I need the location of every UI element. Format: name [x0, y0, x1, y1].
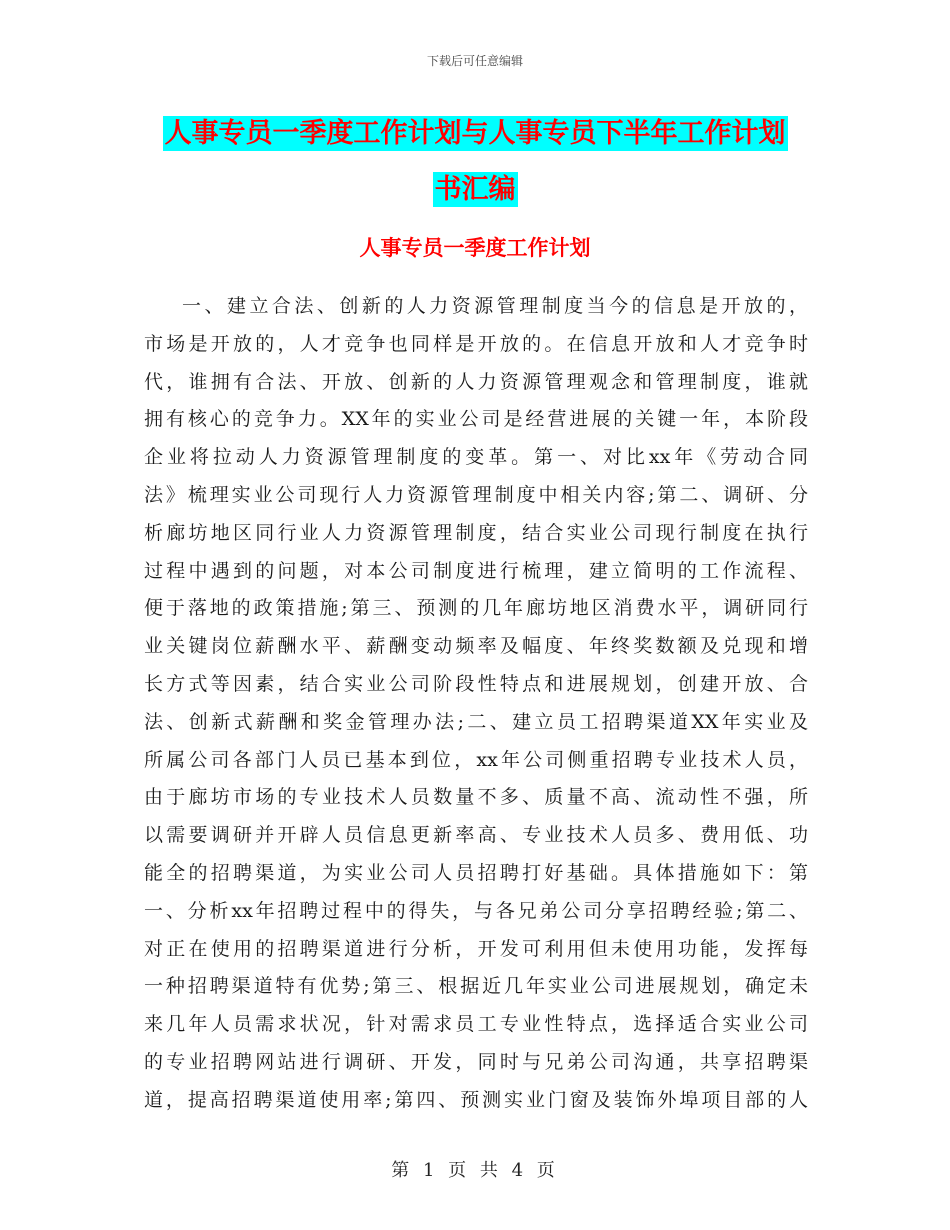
body-line: 市场是开放的，人才竞争也同样是开放的。在信息开放和人才竞争时: [144, 332, 808, 355]
body-line: 拥有核心的竞争力。XX年的实业公司是经营进展的关键一年，本阶段: [144, 408, 808, 431]
body-line: 所属公司各部门人员已基本到位，xx年公司侧重招聘专业技术人员，: [144, 748, 808, 771]
document-title-line-2: 书汇编: [434, 174, 516, 205]
page-footer-number: 第 1 页 共 4 页: [391, 1160, 559, 1181]
body-line: 析廊坊地区同行业人力资源管理制度，结合实业公司现行制度在执行: [144, 521, 808, 544]
document-title-line-1: 人事专员一季度工作计划与人事专员下半年工作计划: [164, 118, 786, 149]
page-header-note: 下载后可任意编辑: [426, 54, 523, 68]
body-paragraph: [144, 288, 808, 1120]
body-line: 由于廊坊市场的专业技术人员数量不多、质量不高、流动性不强，所: [144, 786, 808, 809]
body-line: 法、创新式薪酬和奖金管理办法;二、建立员工招聘渠道XX年实业及: [144, 710, 808, 733]
body-line: 企业将拉动人力资源管理制度的变革。第一、对比xx年《劳动合同: [144, 446, 808, 469]
body-line: 以需要调研并开辟人员信息更新率高、专业技术人员多、费用低、功: [144, 824, 808, 847]
body-line: 的专业招聘网站进行调研、开发，同时与兄弟公司沟通，共享招聘渠: [144, 1050, 808, 1073]
body-line: 能全的招聘渠道，为实业公司人员招聘打好基础。具体措施如下：第: [144, 861, 808, 884]
body-line: 道，提高招聘渠道使用率;第四、预测实业门窗及装饰外埠项目部的人: [144, 1088, 808, 1111]
body-line: 一、分析xx年招聘过程中的得失，与各兄弟公司分享招聘经验;第二、: [144, 899, 808, 922]
body-line: 业关键岗位薪酬水平、薪酬变动频率及幅度、年终奖数额及兑现和增: [144, 635, 808, 658]
body-line: 便于落地的政策措施;第三、预测的几年廊坊地区消费水平，调研同行: [144, 597, 808, 620]
body-line: 代，谁拥有合法、开放、创新的人力资源管理观念和管理制度，谁就: [144, 370, 808, 393]
body-line: 一、建立合法、创新的人力资源管理制度当今的信息是开放的，: [182, 295, 808, 317]
section-title: 人事专员一季度工作计划: [359, 236, 591, 260]
body-line: 对正在使用的招聘渠道进行分析，开发可利用但未使用功能，发挥每: [144, 937, 808, 960]
body-line: 法》梳理实业公司现行人力资源管理制度中相关内容;第二、调研、分: [144, 483, 808, 506]
body-line: 来几年人员需求状况，针对需求员工专业性特点，选择适合实业公司: [144, 1013, 808, 1036]
body-line: 过程中遇到的问题，对本公司制度进行梳理，建立简明的工作流程、: [144, 559, 808, 582]
body-line: 长方式等因素，结合实业公司阶段性特点和进展规划，创建开放、合: [144, 672, 808, 695]
document-title: [0, 106, 950, 218]
body-line: 一种招聘渠道特有优势;第三、根据近几年实业公司进展规划，确定未: [144, 975, 808, 998]
